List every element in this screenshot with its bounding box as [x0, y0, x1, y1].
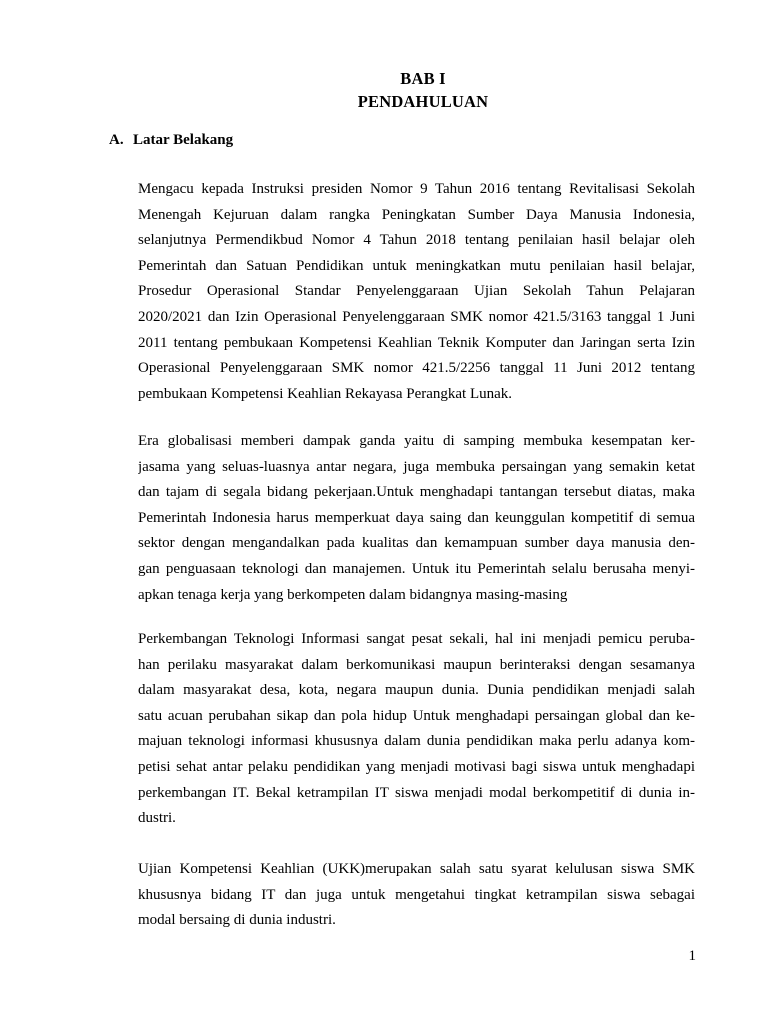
paragraph-line: modal bersaing di dunia industri.: [138, 912, 336, 929]
paragraph-line: Prosedur Operasional Standar Penyelenggaraan Ujian Sekolah Tahun Pelajaran: [138, 283, 695, 300]
paragraph-line: satu acuan perubahan sikap dan pola hidup Untuk menghadapi persaingan global dan ke-: [138, 707, 695, 724]
paragraph-1: [138, 177, 695, 407]
paragraph-4: [138, 857, 695, 934]
paragraph-line: Perkembangan Teknologi Informasi sangat pesat sekali, hal ini menjadi pemicu peruba-: [138, 631, 695, 647]
paragraph-line: 2011 tentang pembukaan Kompetensi Keahlian Teknik Komputer dan Jaringan serta Izin: [138, 334, 695, 351]
paragraph-line: sektor dengan mengandalkan pada kualitas dan kemampuan sumber daya manusia den-: [138, 535, 695, 552]
paragraph-line: perkembangan IT. Bekal ketrampilan IT siswa menjadi modal berkompetitif di dunia in-: [138, 784, 695, 801]
paragraph-line: Operasional Penyelenggaraan SMK nomor 421.5/2256 tanggal 11 Juni 2012 tentang: [138, 360, 695, 377]
paragraph-line: Pemerintah dan Satuan Pendidikan untuk meningkatkan mutu penilaian hasil belajar,: [138, 257, 695, 274]
paragraph-line: dustri.: [138, 810, 176, 827]
chapter-title: PENDAHULUAN: [357, 92, 489, 111]
paragraph-line: dan tajam di segala bidang pekerjaan.Untuk menghadapi tantangan tersebut diatas, maka: [138, 484, 695, 501]
paragraph-line: Ujian Kompetensi Keahlian (UKK)merupakan salah satu syarat kelulusan siswa SMK: [138, 861, 695, 877]
paragraph-line: Era globalisasi memberi dampak ganda yaitu di samping membuka kesempatan ker-: [138, 433, 695, 449]
paragraph-line: khususnya bidang IT dan juga untuk mengetahui tingkat ketrampilan siswa sebagai: [138, 886, 695, 903]
paragraph-line: apkan tenaga kerja yang berkompeten dalam bidangnya masing-masing: [138, 586, 568, 603]
paragraph-line: majuan teknologi informasi khususnya dalam dunia pendidikan maka perlu adanya kom-: [138, 733, 695, 750]
paragraph-line: 2020/2021 dan Izin Operasional Penyelenggaraan SMK nomor 421.5/3163 tanggal 1 Juni: [138, 308, 695, 325]
paragraph-line: gan penguasaan teknologi dan manajemen. Untuk itu Pemerintah selalu berusaha menyi-: [138, 560, 695, 577]
paragraph-line: Pemerintah Indonesia harus memperkuat daya saing dan keunggulan kompetitif di semua: [138, 509, 695, 526]
paragraph-line: Mengacu kepada Instruksi presiden Nomor 9 Tahun 2016 tentang Revitalisasi Sekolah: [138, 181, 695, 197]
paragraph-line: Menengah Kejuruan dalam rangka Peningkatan Sumber Daya Manusia Indonesia,: [138, 206, 695, 223]
section-heading: [109, 130, 233, 150]
page-number: 1: [688, 948, 696, 964]
paragraph-line: han perilaku masyarakat dalam berkomunikasi maupun berinteraksi dengan sesamanya: [138, 656, 695, 673]
paragraph-line: selanjutnya Permendikbud Nomor 4 Tahun 2018 tentang penilaian hasil belajar oleh: [138, 232, 695, 249]
section-title: Latar Belakang: [133, 132, 234, 148]
paragraph-line: petisi sehat antar pelaku pendidikan yang menjadi motivasi bagi siswa untuk menghadapi: [138, 758, 695, 775]
paragraph-line: jasama yang seluas-luasnya antar negara, juga membuka persaingan yang semakin ketat: [138, 458, 695, 475]
chapter-number: BAB I: [400, 69, 446, 88]
paragraph-line: pembukaan Kompetensi Keahlian Rekayasa Perangkat Lunak.: [138, 385, 513, 402]
paragraph-3: [138, 627, 695, 832]
paragraph-line: dalam masyarakat desa, kota, negara maupun dunia. Dunia pendidikan menjadi salah: [138, 682, 695, 699]
section-letter: A.: [109, 132, 124, 148]
paragraph-2: [138, 429, 695, 608]
